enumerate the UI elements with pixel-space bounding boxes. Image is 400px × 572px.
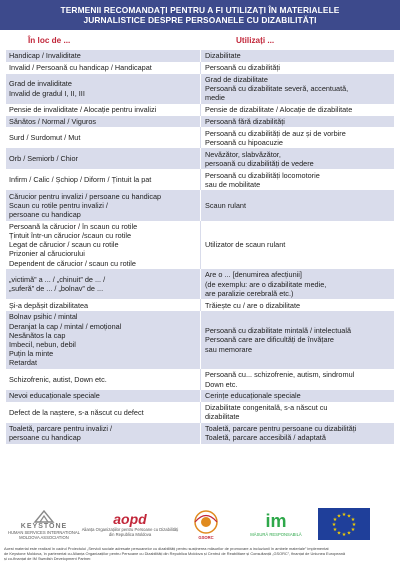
term-use-text: Persoană fără dizabilități xyxy=(205,116,285,126)
term-use-cell xyxy=(201,74,394,104)
aopd-logo xyxy=(81,506,179,542)
term-use-text: Cerințe educaționale speciale xyxy=(205,391,301,401)
term-avoid-text: Bolnav psihic / mintal xyxy=(9,312,78,322)
term-avoid-text: Scaun cu rotile pentru invalizi / xyxy=(9,200,108,210)
term-row xyxy=(6,423,394,444)
aopd-name: aopd xyxy=(113,511,147,527)
term-use-cell xyxy=(201,311,394,369)
footnote-line-1: Acest material este realizat în cadrul Proiectului „Servicii sociale adresate persoanelor cu dizabilități pentru susținerea măsurilor de promovare a incluziunii în ambele materiale” implementat xyxy=(4,546,329,551)
svg-text:★: ★ xyxy=(336,513,342,520)
term-avoid-text: Handicap / Invaliditate xyxy=(9,51,81,61)
term-use-text: Toaletă, parcare pentru persoane cu dizabilități xyxy=(205,424,357,434)
term-row xyxy=(6,104,394,116)
term-use-cell xyxy=(201,104,394,116)
aopd-sub: Alianța Organizațiilor pentru Persoane cu Dizabilități xyxy=(81,527,179,532)
term-avoid-cell xyxy=(6,104,201,116)
term-avoid-text: Invalid de gradul I, II, III xyxy=(9,88,85,98)
term-use-text: Persoană cu dizabilități de auz și de vorbire xyxy=(205,128,346,138)
term-use-cell xyxy=(201,269,394,299)
term-use-text: Persoană cu dizabilitate mintală / intelectuală xyxy=(205,326,352,336)
header-instead-of: În loc de ... xyxy=(28,36,71,45)
term-avoid-text: „suferă” de ... / „bolnav” de ... xyxy=(9,284,104,294)
term-row xyxy=(6,148,394,169)
term-row xyxy=(6,62,394,74)
svg-text:★: ★ xyxy=(336,530,342,537)
svg-text:★: ★ xyxy=(332,517,338,523)
term-use-cell xyxy=(201,127,394,148)
term-avoid-text: Orb / Semiorb / Chior xyxy=(9,154,78,164)
term-avoid-text: Invalid / Persoană cu handicap / Handicapat xyxy=(9,63,152,73)
header-use: Utilizați ... xyxy=(236,36,275,45)
term-avoid-cell xyxy=(6,423,201,444)
title-line-1: TERMENII RECOMANDAȚI PENTRU A FI UTILIZAȚI ÎN MATERIALELE xyxy=(60,5,340,15)
term-use-cell xyxy=(201,221,394,270)
term-avoid-cell xyxy=(6,369,201,390)
term-avoid-text: Surd / Surdomut / Mut xyxy=(9,133,81,143)
term-use-text: sau memorare xyxy=(205,344,253,354)
term-avoid-cell xyxy=(6,311,201,369)
term-row xyxy=(6,50,394,62)
term-use-cell xyxy=(201,402,394,423)
term-avoid-text: Puțin la minte xyxy=(9,349,54,359)
svg-text:★: ★ xyxy=(350,527,356,533)
term-use-text: Utilizator de scaun rulant xyxy=(205,240,286,250)
term-avoid-cell xyxy=(6,169,201,190)
term-use-text: Grad de dizabilitate xyxy=(205,74,268,84)
im-name: im xyxy=(265,511,287,531)
term-avoid-text: Și-a depășit dizabilitatea xyxy=(9,300,89,310)
gsorc-emblem-icon xyxy=(191,509,221,535)
term-use-text: Persoană cu dizabilități locomotorie xyxy=(205,170,320,180)
term-avoid-text: Prizonier al căruciorului xyxy=(9,249,85,259)
term-avoid-text: Defect de la naștere, s-a născut cu defect xyxy=(9,407,144,417)
funding-footnote xyxy=(4,546,396,561)
svg-text:★: ★ xyxy=(341,532,347,537)
aopd-sub2: din Republica Moldova xyxy=(108,532,152,537)
term-use-text: (de exemplu: are o dizabilitate medie, xyxy=(205,279,327,289)
eu-stars-icon xyxy=(329,511,359,537)
term-avoid-cell xyxy=(6,299,201,311)
term-row xyxy=(6,390,394,402)
term-use-text: Persoană care are dificultăți de învățare xyxy=(205,335,334,345)
term-use-text: Scaun rulant xyxy=(205,200,246,210)
term-avoid-text: Sănătos / Normal / Viguros xyxy=(9,116,97,126)
footnote-line-2: de Keystone Moldova, în parteneriat cu Alianța Organizațiilor pentru Persoane cu Dizabilități din Republica Moldova și Centrul de Reabilitare și Consultanță „GSORC”, finanțat de Uniunea Europeană xyxy=(4,551,346,556)
title-band xyxy=(0,0,400,30)
keystone-name: KEYSTONE xyxy=(20,522,68,530)
term-avoid-text: Grad de invaliditate xyxy=(9,79,72,89)
term-avoid-text: Retardat xyxy=(9,358,37,368)
term-avoid-text: Dependent de cărucior / scaun cu rotile xyxy=(9,258,136,268)
term-use-cell xyxy=(201,369,394,390)
term-use-cell xyxy=(201,148,394,169)
svg-text:★: ★ xyxy=(346,513,352,520)
term-avoid-cell xyxy=(6,127,201,148)
term-use-text: Dizabilitate congenitală, s-a născut cu xyxy=(205,403,328,413)
term-avoid-text: Schizofrenic, autist, Down etc. xyxy=(9,374,107,384)
term-use-cell xyxy=(201,169,394,190)
term-row xyxy=(6,190,394,220)
term-use-text: medie xyxy=(205,93,225,103)
term-use-text: Persoană cu hipoacuzie xyxy=(205,137,283,147)
term-use-text: Pensie de dizabilitate / Alocație de dizabilitate xyxy=(205,105,353,115)
term-avoid-text: „victimă” a ... / „chinuit” de ... / xyxy=(9,275,106,285)
column-headers xyxy=(6,36,394,48)
svg-text:★: ★ xyxy=(346,530,352,537)
svg-text:★: ★ xyxy=(331,522,337,528)
term-row xyxy=(6,221,394,270)
term-avoid-text: Imbecil, nebun, debil xyxy=(9,340,76,350)
footnote-line-3: și co-finanțat de IM Swedish Development Partner. xyxy=(4,556,92,561)
gsorc-logo xyxy=(178,506,234,542)
term-avoid-cell xyxy=(6,390,201,402)
eu-flag xyxy=(318,508,370,540)
term-use-cell xyxy=(201,390,394,402)
term-use-text: persoană cu dizabilități de vedere xyxy=(205,158,314,168)
term-row xyxy=(6,74,394,104)
term-avoid-text: Pensie de invaliditate / Alocație pentru invalizi xyxy=(9,105,157,115)
term-use-text: Toaletă, parcare accesibilă / adaptată xyxy=(205,433,326,443)
term-row xyxy=(6,116,394,128)
term-avoid-cell xyxy=(6,50,201,62)
term-avoid-cell xyxy=(6,116,201,128)
title-line-2: JURNALISTICE DESPRE PERSOANELE CU DIZABILITĂȚI xyxy=(83,15,317,25)
gsorc-name: GSORC xyxy=(198,534,214,540)
term-row xyxy=(6,369,394,390)
term-avoid-cell xyxy=(6,62,201,74)
term-use-text: Down etc. xyxy=(205,379,238,389)
term-row xyxy=(6,269,394,299)
term-avoid-cell xyxy=(6,402,201,423)
im-logo xyxy=(246,506,306,542)
svg-text:★: ★ xyxy=(341,512,347,518)
im-sub: MĂSURĂ RESPONSABILĂ xyxy=(250,532,302,537)
logo-band xyxy=(0,504,400,544)
keystone-logo xyxy=(8,506,80,542)
term-avoid-text: Cărucior pentru invalizi / persoane cu handicap xyxy=(9,191,162,201)
term-use-text: dizabilitate xyxy=(205,412,240,422)
term-use-cell xyxy=(201,62,394,74)
term-row xyxy=(6,127,394,148)
term-avoid-text: persoane cu handicap xyxy=(9,433,81,443)
term-use-text: Dizabilitate xyxy=(205,51,241,61)
term-avoid-text: Nesănătos la cap xyxy=(9,330,66,340)
term-avoid-text: Infirm / Calic / Șchiop / Diform / Țintuit la pat xyxy=(9,175,152,185)
term-avoid-text: Persoană la cărucior / în scaun cu rotile xyxy=(9,221,138,231)
term-avoid-text: Țintuit într-un cărucior /scaun cu rotile xyxy=(9,231,132,241)
term-use-text: Nevăzător, slabvăzător, xyxy=(205,149,281,159)
keystone-sub2: MOLDOVA ASSOCIATION xyxy=(19,534,69,540)
svg-text:★: ★ xyxy=(351,522,357,528)
term-row xyxy=(6,402,394,423)
term-row xyxy=(6,169,394,190)
term-use-text: sau de mobilitate xyxy=(205,179,261,189)
term-use-cell xyxy=(201,50,394,62)
term-avoid-cell xyxy=(6,269,201,299)
term-use-text: Trăiește cu / are o dizabilitate xyxy=(205,300,301,310)
keystone-sub: HUMAN SERVICES INTERNATIONAL xyxy=(8,529,80,535)
term-avoid-text: Legat de cărucior / scaun cu rotile xyxy=(9,240,119,250)
term-avoid-text: Nevoi educaționale speciale xyxy=(9,391,100,401)
term-use-cell xyxy=(201,423,394,444)
keystone-mark-icon xyxy=(33,509,55,523)
term-avoid-text: persoane cu handicap xyxy=(9,210,81,220)
term-use-cell xyxy=(201,299,394,311)
term-use-cell xyxy=(201,116,394,128)
term-row xyxy=(6,311,394,369)
term-avoid-text: Deranjat la cap / mintal / emoțional xyxy=(9,321,122,331)
term-row xyxy=(6,299,394,311)
term-avoid-cell xyxy=(6,190,201,220)
term-use-text: Persoană cu dizabilitate severă, accentuată, xyxy=(205,84,349,94)
svg-text:★: ★ xyxy=(332,527,338,533)
term-avoid-text: Toaletă, parcare pentru invalizi / xyxy=(9,424,113,434)
term-use-text: Are o ... [denumirea afecțiunii] xyxy=(205,270,302,280)
term-avoid-cell xyxy=(6,221,201,270)
term-avoid-cell xyxy=(6,74,201,104)
term-use-text: Persoană cu... schizofrenie, autism, sindromul xyxy=(205,370,355,380)
term-use-text: are paralizie cerebrală etc.) xyxy=(205,288,294,298)
term-use-text: Persoană cu dizabilități xyxy=(205,63,281,73)
term-avoid-cell xyxy=(6,148,201,169)
term-use-cell xyxy=(201,190,394,220)
svg-text:★: ★ xyxy=(350,517,356,523)
